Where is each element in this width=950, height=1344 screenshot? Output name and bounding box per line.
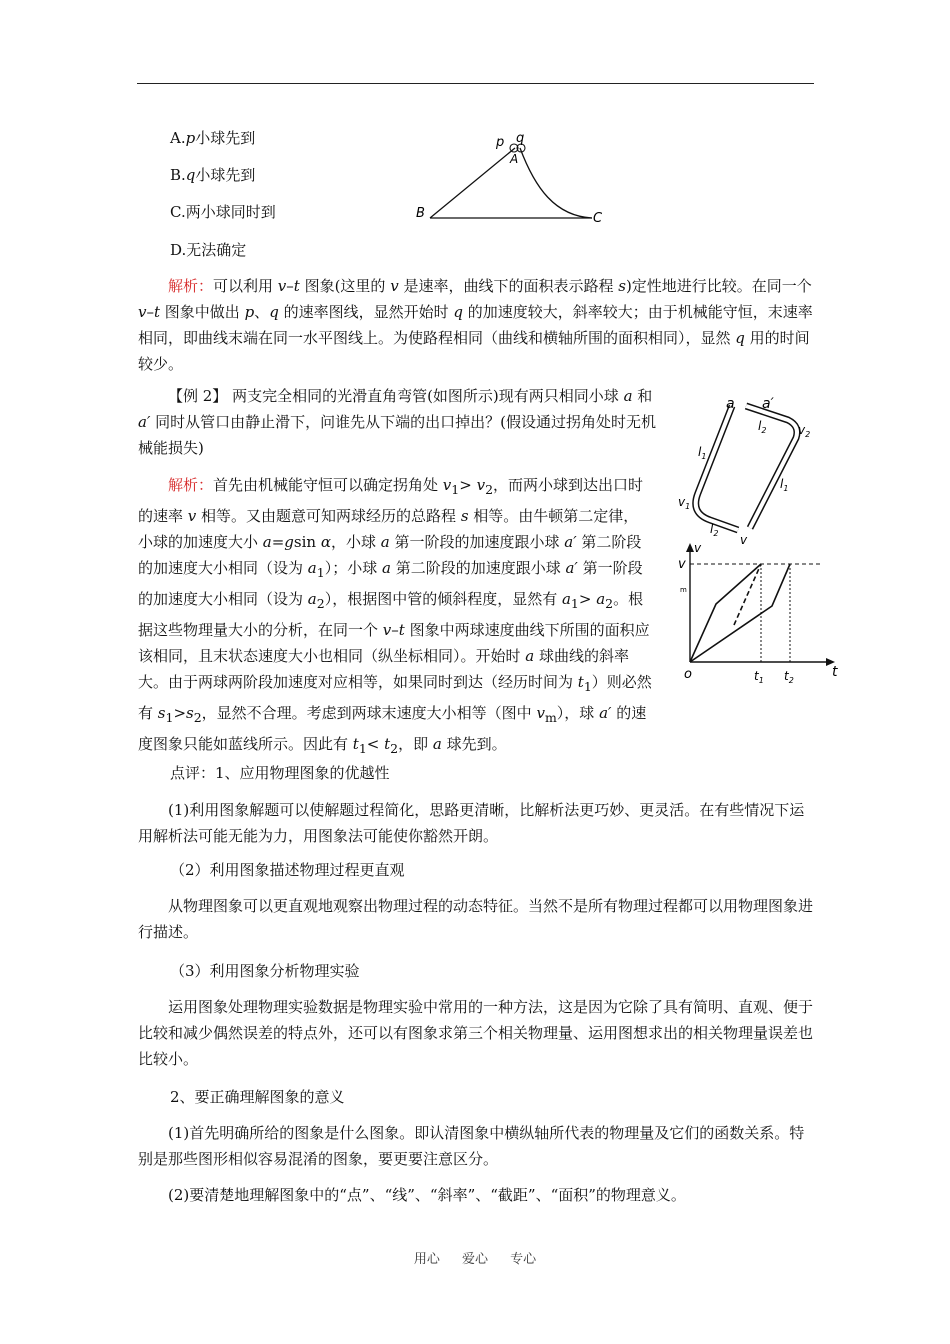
header-rule — [137, 83, 814, 84]
label-B: B — [416, 206, 425, 221]
footer-word-1: 用心 — [413, 1252, 440, 1267]
label-m: m — [680, 586, 687, 594]
label-C: C — [593, 211, 603, 226]
label-v2: $v_2$ — [798, 423, 811, 439]
label-p: p — [496, 135, 505, 150]
incline-line — [430, 148, 515, 218]
footer-word-2: 爱心 — [461, 1252, 488, 1267]
curve-track — [520, 148, 592, 218]
page-footer — [0, 1248, 950, 1267]
review-point-3-body: 运用图象处理物理实验数据是物理实验中常用的一种方法，这是因为它除了具有简明、直观、便于比较和减少偶然误差的特点外，还可以有图象求第三个相关物理量、运用图想求出的相关物理量误差也比较小。 — [138, 998, 814, 1068]
label-a: a — [726, 396, 735, 412]
label-l2-top: $l_2$ — [758, 419, 767, 435]
option-c: C.两小球同时到 — [170, 203, 276, 221]
footer-word-3: 专心 — [510, 1252, 537, 1267]
example-2: 【例 2】 两支完全相同的光滑直角弯管(如图所示)现有两只相同小球 a 和 a′ 同时从管口由静止滑下，问谁先从下端的出口掉出？(假设通过拐角处时无机械能损失) — [138, 387, 656, 457]
option-a: A.p小球先到 — [170, 129, 256, 147]
analysis-1: 解析：可以利用 v–t 图象(这里的 v 是速率，曲线下的面积表示路程 s)定性地进行比较。在同一个 v–t 图象中做出 p、q 的速率图线，显然开始时 q 的加速度较大，斜率较大；由于机械能守恒，末速率相同，即曲线末端在同一水平图线上。为使路程相同（曲线和横轴所围的面积相同），显然 q 用的时间较少。 — [138, 277, 813, 373]
label-origin: o — [684, 667, 692, 682]
label-a-prime: a′ — [762, 396, 774, 412]
option-d: D.无法确定 — [170, 241, 247, 259]
analysis-2: 解析：首先由机械能守恒可以确定拐角处 $v_1> v_2$，而两小球到达出口时的速率 v 相等。又由题意可知两球经历的总路程 s 相等。由牛顿第二定律，小球的加速度大小 a=gsin α，小球 a 第一阶段的加速度跟小球 a′ 第二阶段的加速度大小相同（设为 $a_1$）；小球 a 第二阶段的加速度跟小球 a′ 第一阶段的加速度大小相同（设为 $a_2$），根据图中管的倾斜程度，显然有 $a_1> a_2$。根据这些物理量大小的分析，在同一个 v–t 图象中两球速度曲线下所围的面积应该相同，且末状态速度大小也相同（纵坐标相同）。开始时 a 球曲线的斜率大。由于两球两阶段加速度对应相等，如果同时到达（经历时间为 $t_1$）则必然有 $s_1>s_2$，显然不合理。考虑到两球末速度大小相等（图中 $v_m$），球 a′ 的速度图象只能如蓝线所示。因此有 $t_1< t_2$，即 a 球先到。 — [138, 476, 652, 756]
label-v1: $v_1$ — [678, 495, 691, 511]
review-point-1: (1)利用图象解题可以使解题过程简化，思路更清晰，比解析法更巧妙、更灵活。在有些情况下运用解析法可能无能为力，用图象法可能使你豁然开朗。 — [138, 801, 805, 845]
label-q: q — [516, 131, 525, 146]
label-t2: $t_2$ — [784, 669, 794, 685]
label-l2-bottom: $l_2$ — [710, 522, 719, 538]
review-heading-2: 2、要正确理解图象的意义 — [170, 1088, 345, 1106]
review-understand-1: (1)首先明确所给的图象是什么图象。即认清图象中横纵轴所代表的物理量及它们的函数关系。特别是那些图形相似容易混淆的图象，要更要注意区分。 — [138, 1124, 805, 1168]
label-t-axis: t — [832, 664, 838, 680]
option-b: B.q小球先到 — [170, 166, 256, 184]
review-heading: 点评：1、应用物理图象的优越性 — [170, 764, 390, 782]
label-v-mark: v — [678, 557, 686, 572]
label-l1-left: $l_1$ — [698, 445, 707, 461]
label-A: A — [510, 152, 519, 166]
label-l1-right: $l_1$ — [780, 477, 789, 493]
label-v-axis: v — [694, 541, 702, 555]
review-point-3-heading: （3）利用图象分析物理实验 — [170, 962, 360, 980]
review-point-2-body: 从物理图象可以更直观地观察出物理过程的动态特征。当然不是所有物理过程都可以用物理图象进行描述。 — [138, 897, 814, 941]
figure-incline-curve — [410, 128, 610, 228]
label-v-exit: v — [740, 533, 748, 547]
label-t1: $t_1$ — [754, 669, 764, 685]
review-understand-2: (2)要清楚地理解图象中的“点”、“线”、“斜率”、“截距”、“面积”的物理意义。 — [168, 1186, 686, 1204]
review-point-2-heading: （2）利用图象描述物理过程更直观 — [170, 861, 405, 879]
